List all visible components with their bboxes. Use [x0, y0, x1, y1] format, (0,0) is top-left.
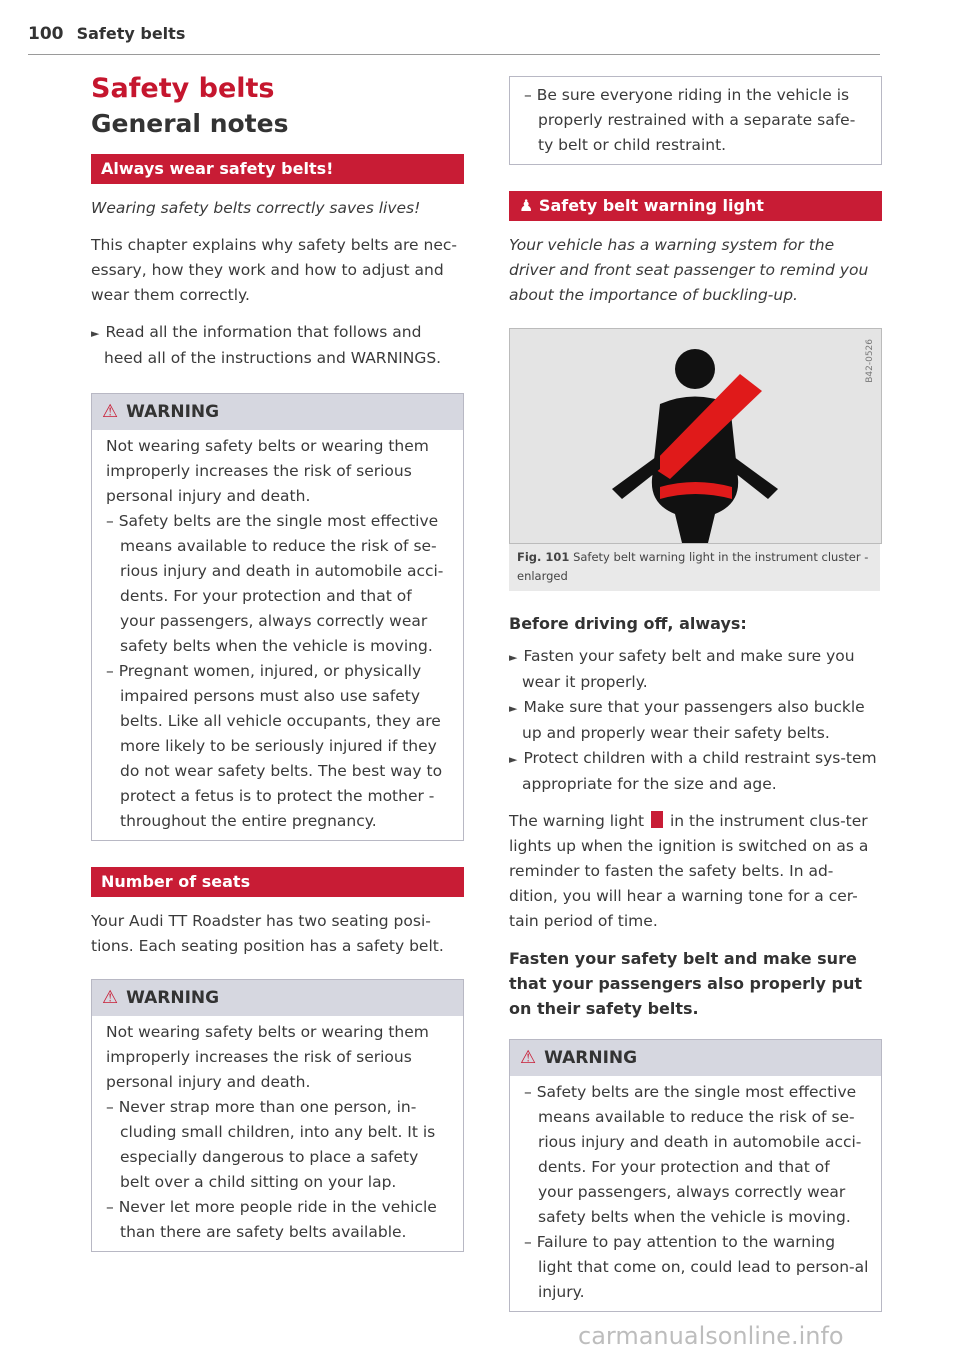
warning-triangle-icon: ⚠ — [102, 987, 119, 1008]
intro-paragraph: This chapter explains why safety belts are nec-essary, how they work and how to adjust and wear them correctly. — [91, 236, 457, 304]
warning-title: WARNING — [126, 988, 220, 1008]
page-number: 100 — [28, 24, 64, 44]
fasten-instruction: Fasten your safety belt and make sure that your passengers also properly put on their safety belts. — [509, 949, 863, 1018]
list-item: ► Protect children with a child restraint sys-tem appropriate for the size and age. — [509, 749, 877, 793]
list-item: ► Make sure that your passengers also buckle up and properly wear their safety belts. — [509, 698, 865, 742]
instruction-bullet — [91, 320, 464, 371]
warning-body — [510, 1076, 881, 1311]
seatbelt-person-icon — [510, 329, 881, 543]
page-header — [28, 24, 880, 55]
warning-triangle-icon: ⚠ — [102, 401, 119, 422]
warning-body — [92, 1016, 463, 1251]
warning-triangle-icon: ⚠ — [520, 1047, 537, 1068]
heading-before-driving: Before driving off, always: — [509, 614, 747, 633]
watermark: carmanualsonline.info — [578, 1322, 844, 1350]
section-banner-warning-light: ♟ Safety belt warning light — [509, 191, 882, 221]
warning-item: – Safety belts are the single most effective means available to reduce the risk of se-rious injury and death in automobile acci-dents. For your protection and that of your passengers, always correctly wear safety belts when the vehicle is moving. — [524, 1083, 862, 1226]
seats-paragraph: Your Audi TT Roadster has two seating posi-tions. Each seating position has a safety belt. — [91, 912, 444, 955]
note-box — [509, 76, 882, 165]
warning-item: – Never let more people ride in the vehicle than there are safety belts available. — [106, 1198, 437, 1241]
figure-seatbelt-light — [509, 328, 882, 544]
figure-caption: Fig. 101 Safety belt warning light in the instrument cluster - enlarged — [509, 544, 880, 591]
section-banner-always-wear: Always wear safety belts! — [91, 154, 464, 184]
triangle-bullet-icon: ► — [91, 327, 100, 340]
figure-code: B42-0526 — [865, 339, 875, 383]
chapter-title: Safety belts — [91, 73, 275, 104]
warning-light-icon — [651, 811, 663, 828]
warning-header — [92, 980, 463, 1016]
left-column — [91, 72, 464, 1252]
intro-italic: Wearing safety belts correctly saves lives! — [91, 199, 421, 217]
right-column — [509, 76, 882, 1312]
warning-item: – Failure to pay attention to the warning light that come on, could lead to person-al injury. — [524, 1233, 869, 1301]
warning-box-1 — [91, 393, 464, 841]
warning-header — [510, 1040, 881, 1076]
note-item: – Be sure everyone riding in the vehicle is properly restrained with a separate safe-ty belt or child restraint. — [524, 86, 856, 154]
triangle-bullet-icon: ► — [509, 702, 518, 715]
warning-box-3 — [509, 1039, 882, 1312]
chapter-subtitle: General notes — [91, 109, 289, 138]
warning-title: WARNING — [126, 402, 220, 422]
list-item: ► Fasten your safety belt and make sure you wear it properly. — [509, 647, 855, 691]
section-banner-number-of-seats: Number of seats — [91, 867, 464, 897]
warning-light-paragraph: The warning light in the instrument clus-ter lights up when the ignition is switched on as a reminder to fasten the safety belts. In ad-dition, you will hear a warning tone for a cer-tain period of time. — [509, 812, 869, 930]
warning-item: – Pregnant women, injured, or physically impaired persons must also use safety belts. Like all vehicle occupants, they are more likely to be seriously injured if they do not wear safety belts. The best way to protect a fetus is to protect the mother - throughout the entire pregnancy. — [106, 662, 443, 830]
triangle-bullet-icon: ► — [509, 651, 518, 664]
warning-item: – Safety belts are the single most effective means available to reduce the risk of se-rious injury and death in automobile acci-dents. For your protection and that of your passengers, always correctly wear safety belts when the vehicle is moving. — [106, 512, 444, 655]
bullet-text: Read all the information that follows and heed all of the instructions and WARNINGS. — [104, 323, 442, 367]
triangle-bullet-icon: ► — [509, 753, 518, 766]
warning-text: Not wearing safety belts or wearing them improperly increases the risk of serious personal injury and death. — [106, 437, 429, 505]
warning-header — [92, 394, 463, 430]
warning-item: – Never strap more than one person, in-cluding small children, into any belt. It is especially dangerous to place a safety belt over a child sitting on your lap. — [106, 1098, 436, 1191]
section-title: Safety belts — [76, 24, 186, 43]
warning-title: WARNING — [544, 1048, 638, 1068]
warning-box-2 — [91, 979, 464, 1252]
seatbelt-icon: ♟ — [519, 196, 534, 215]
warning-light-intro: Your vehicle has a warning system for the driver and front seat passenger to remind you about the importance of buckling-up. — [509, 236, 869, 304]
warning-text: Not wearing safety belts or wearing them improperly increases the risk of serious personal injury and death. — [106, 1023, 429, 1091]
warning-body — [92, 430, 463, 840]
